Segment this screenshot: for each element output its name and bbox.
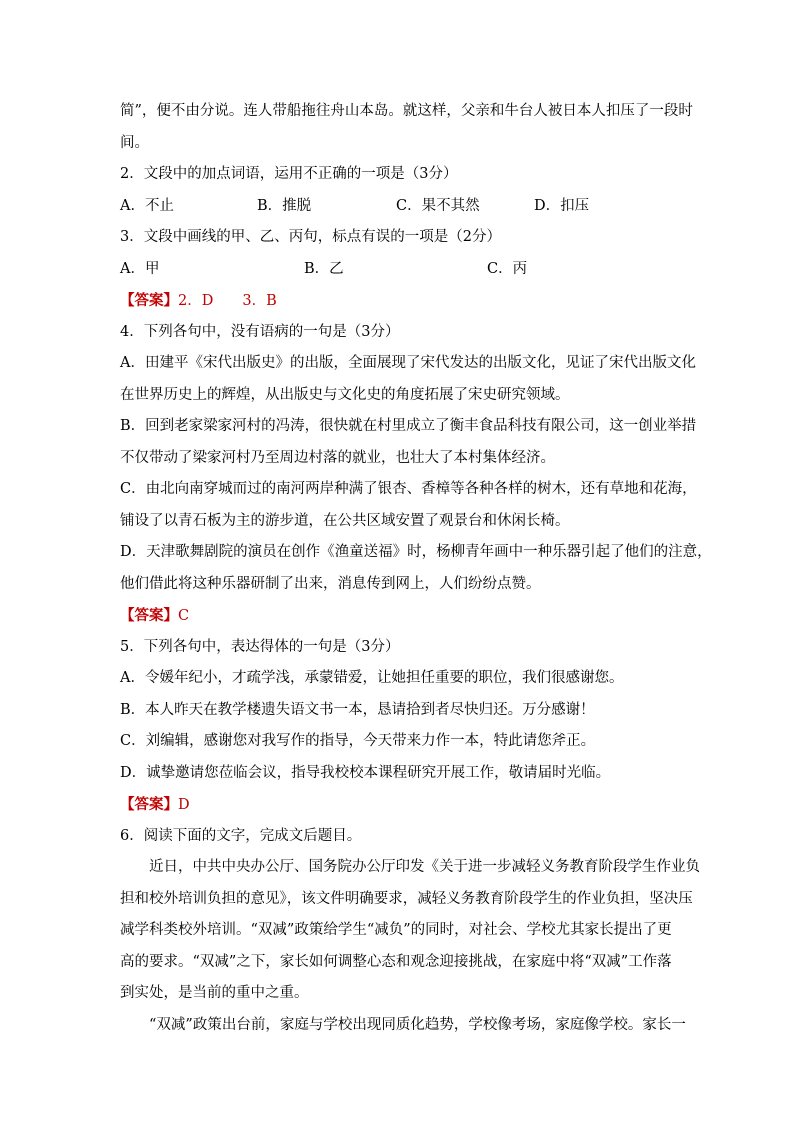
option-b: B．乙: [304, 260, 344, 277]
option-a: A．甲: [120, 260, 160, 277]
option-a: A．令媛年纪小，才疏学浅，承蒙错爱，让她担任重要的职位，我们很感谢您。: [120, 670, 624, 686]
answer-tag: 【答案】: [120, 607, 178, 624]
question-2: 2．文段中的加点词语，运用不正确的一项是（3分）: [120, 166, 458, 182]
answer-value: 2．D 3．B: [178, 293, 277, 309]
option-d: D．诚挚邀请您莅临会议，指导我校校本课程研究开展工作，敬请届时光临。: [120, 764, 611, 781]
option-c: C．由北向南穿城而过的南河两岸种满了银杏、香樟等各种各样的树木，还有草地和花海，: [120, 481, 697, 497]
answer-line: [120, 789, 680, 821]
option-d-cont: 他们借此将这种乐器研制了出来，消息传到网上，人们纷纷点赞。: [120, 575, 541, 592]
question-4: 4．下列各句中，没有语病的一句是（3分）: [120, 323, 400, 340]
option-b: B．本人昨天在教学楼遗失语文书一本，恳请拾到者尽快归还。万分感谢！: [120, 701, 595, 718]
option-a: A．不止: [120, 197, 174, 214]
question-3: 3．文段中画线的甲、乙、丙句，标点有误的一项是（2分）: [120, 229, 501, 245]
passage-line: 到实处，是当前的重中之重。: [120, 985, 309, 1001]
option-c: C．刘编辑，感谢您对我写作的指导，今天带来力作一本，特此请您斧正。: [120, 733, 596, 749]
passage-line: 减学科类校外培训。“双减”政策给学生“减负”的同时，对社会、学校尤其家长提出了更: [120, 922, 672, 938]
option-b: B．推脱: [257, 197, 312, 214]
option-d: D．扣压: [534, 197, 590, 214]
option-b: B．回到老家梁家河村的冯涛，很快就在村里成立了衡丰食品科技有限公司，这一创业举措: [120, 418, 697, 434]
answer-line: [120, 285, 680, 317]
option-c: C．丙: [487, 260, 528, 277]
option-c-cont: 铺设了以青石板为主的游步道，在公共区域安置了观景台和休闲长椅。: [120, 512, 570, 529]
passage-line: 近日，中共中央办公厅、国务院办公厅印发《关于进一步减轻义务教育阶段学生作业负: [149, 859, 700, 875]
passage-line: 高的要求。“双减”之下，家长如何调整心态和观念迎接挑战，在家庭中将“双减”工作落: [120, 953, 672, 970]
answer-tag: 【答案】: [120, 292, 178, 309]
question-2-options: [120, 191, 680, 223]
document-page: [120, 96, 712, 1041]
option-b-cont: 不仅带动了梁家河村乃至周边村落的就业，也壮大了本村集体经济。: [120, 449, 555, 466]
option-d: D．天津歌舞剧院的演员在创作《渔童送福》时，杨柳青年画中一种乐器引起了他们的注意，: [120, 544, 712, 560]
question-3-options: [120, 254, 680, 286]
answer-line: [120, 600, 680, 632]
answer-value: C: [178, 608, 190, 624]
question-6: 6．阅读下面的文字，完成文后题目。: [120, 827, 362, 844]
answer-tag: 【答案】: [120, 796, 178, 813]
question-5: 5．下列各句中，表达得体的一句是（3分）: [120, 638, 400, 655]
text-line: 简”，便不由分说。连人带船拖往舟山本岛。就这样，父亲和牛台人被日本人扣压了一段时: [120, 103, 693, 119]
text-line: 间。: [120, 134, 149, 151]
option-c: C．果不其然: [396, 197, 480, 214]
answer-value: D: [178, 797, 190, 813]
option-a: A．田建平《宋代出版史》的出版，全面展现了宋代发达的出版文化，见证了宋代出版文化: [120, 355, 696, 371]
passage-line: 担和校外培训负担的意见》，该文件明确要求，减轻义务教育阶段学生的作业负担，坚决压: [120, 890, 693, 907]
option-a-cont: 在世界历史上的辉煌，从出版史与文化史的角度拓展了宋史研究领域。: [120, 386, 570, 403]
passage-line: “双减”政策出台前，家庭与学校出现同质化趋势，学校像考场，家庭像学校。家长一: [149, 1016, 686, 1033]
